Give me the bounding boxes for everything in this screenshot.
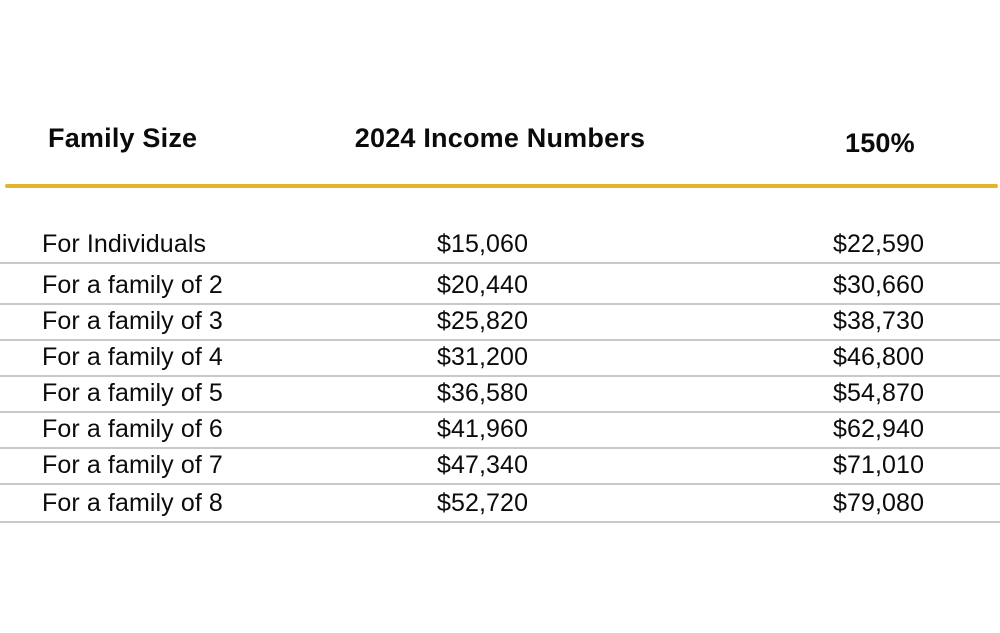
row-label: For a family of 7	[42, 451, 223, 479]
row-label: For a family of 3	[42, 307, 223, 335]
table-row	[0, 222, 1000, 264]
row-income: $36,580	[437, 379, 529, 407]
header-income-numbers: 2024 Income Numbers	[354, 123, 646, 153]
row-150pct: $38,730	[833, 307, 925, 335]
row-150pct: $46,800	[833, 343, 925, 371]
row-label: For a family of 4	[42, 343, 223, 371]
header-family-size: Family Size	[48, 123, 198, 153]
row-label: For a family of 2	[42, 271, 223, 299]
income-table	[0, 222, 1000, 523]
row-income: $25,820	[437, 307, 529, 335]
row-150pct: $22,590	[833, 230, 925, 258]
table-row	[0, 449, 1000, 485]
table-row	[0, 485, 1000, 523]
table-row	[0, 413, 1000, 449]
table-row	[0, 341, 1000, 377]
table-row	[0, 377, 1000, 413]
row-income: $20,440	[437, 271, 529, 299]
row-150pct: $30,660	[833, 271, 925, 299]
row-label: For a family of 6	[42, 415, 223, 443]
row-income: $47,340	[437, 451, 529, 479]
row-150pct: $79,080	[833, 489, 925, 517]
row-income: $31,200	[437, 343, 529, 371]
row-income: $41,960	[437, 415, 529, 443]
header-150-percent: 150%	[845, 128, 915, 158]
row-income: $52,720	[437, 489, 529, 517]
row-150pct: $71,010	[833, 451, 925, 479]
row-income: $15,060	[437, 230, 529, 258]
gold-divider-line	[5, 184, 998, 188]
table-row	[0, 305, 1000, 341]
row-label: For a family of 8	[42, 489, 223, 517]
row-label: For Individuals	[42, 230, 207, 258]
row-label: For a family of 5	[42, 379, 223, 407]
table-row	[0, 264, 1000, 305]
row-150pct: $62,940	[833, 415, 925, 443]
row-150pct: $54,870	[833, 379, 925, 407]
